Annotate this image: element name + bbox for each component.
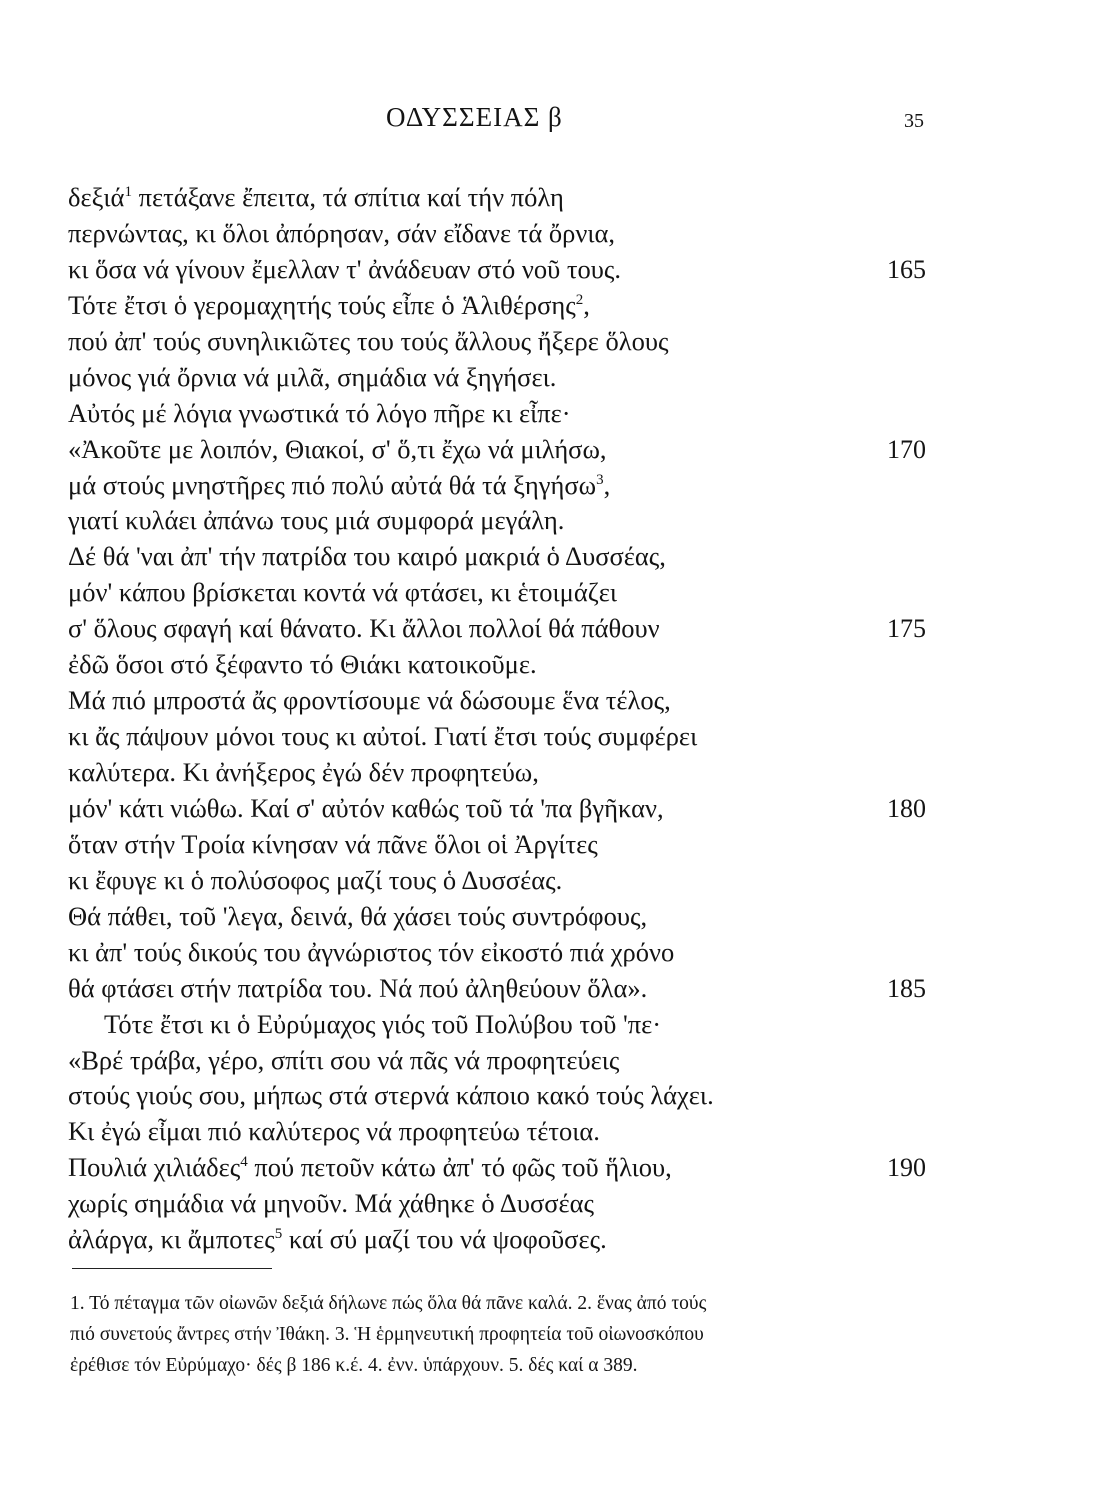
verse-text: δεξιά bbox=[68, 182, 125, 212]
page-number: 35 bbox=[904, 110, 924, 132]
verse-text-continued: πετάξανε ἔπειτα, τά σπίτια καί τήν πόλη bbox=[131, 182, 564, 212]
footnote-line: 1. Τό πέταγμα τῶν οἰωνῶν δεξιά δήλωνε πώς ὅλα θά πᾶνε καλά. 2. ἕνας ἀπό τούς bbox=[70, 1293, 707, 1314]
footnotes bbox=[70, 1288, 930, 1381]
verse-line bbox=[68, 216, 928, 252]
verse-text: σ' ὅλους σφαγή καί θάνατο. Κι ἄλλοι πολλοί θά πάθουν bbox=[68, 613, 660, 644]
verse-text: Τότε ἔτσι κι ὁ Εὐρύμαχος γιός τοῦ Πολύβου τοῦ 'πε· bbox=[104, 1008, 662, 1039]
verse-line bbox=[68, 432, 928, 468]
verse-text: περνώντας, κι ὅλοι ἀπόρησαν, σάν εἴδανε τά ὄρνια, bbox=[68, 217, 616, 248]
footnote-marker: 5 bbox=[274, 1226, 283, 1243]
verse-line bbox=[68, 899, 928, 935]
verse-line bbox=[68, 755, 928, 791]
verse-line bbox=[68, 647, 928, 683]
verse-text: ὅταν στήν Τροία κίνησαν νά πᾶνε ὅλοι οἱ Ἀργίτες bbox=[68, 828, 598, 859]
verse-text: Τότε ἔτσι ὁ γερομαχητής τούς εἶπε ὁ Ἁλιθέρσης bbox=[68, 289, 576, 320]
poem-text bbox=[68, 180, 928, 1258]
verse-text: πού ἀπ' τούς συνηλικιῶτες του τούς ἄλλους ἤξερε ὅλους bbox=[68, 325, 669, 356]
verse-line bbox=[68, 1078, 928, 1114]
verse-line bbox=[68, 324, 928, 360]
verse-text-continued: , bbox=[603, 469, 611, 500]
verse-text: ἀλάργα, κι ἄμποτες bbox=[68, 1224, 275, 1255]
verse-text-continued: , bbox=[583, 289, 590, 320]
verse-line bbox=[68, 575, 928, 611]
verse-line bbox=[68, 468, 928, 504]
line-number: 165 bbox=[887, 254, 926, 284]
verse-line bbox=[68, 180, 928, 216]
verse-text: κι ὅσα νά γίνουν ἔμελλαν τ' ἀνάδευαν στό νοῦ τους. bbox=[68, 253, 622, 284]
verse-line bbox=[68, 1186, 928, 1222]
verse-text: μόν' κάτι νιώθω. Καί σ' αὐτόν καθώς τοῦ τά 'πα βγῆκαν, bbox=[68, 792, 664, 823]
verse-line bbox=[68, 719, 928, 755]
verse-text-continued: πού πετοῦν κάτω ἀπ' τό φῶς τοῦ ἥλιου, bbox=[247, 1152, 672, 1183]
verse-line bbox=[68, 1222, 928, 1258]
footnote-marker: 3 bbox=[596, 471, 604, 488]
footnote-divider bbox=[72, 1268, 272, 1269]
verse-text: γιατί κυλάει ἀπάνω τους μιά συμφορά μεγάλη. bbox=[68, 505, 565, 536]
verse-text: στούς γιούς σου, μήπως στά στερνά κάποιο κακό τούς λάχει. bbox=[68, 1080, 714, 1111]
verse-text: Θά πάθει, τοῦ 'λεγα, δεινά, θά χάσει τούς συντρόφους, bbox=[68, 900, 648, 931]
verse-text: καλύτερα. Κι ἀνήξερος ἐγώ δέν προφητεύω, bbox=[68, 757, 539, 787]
verse-text: ἐδῶ ὅσοι στό ξέφαντο τό Θιάκι κατοικοῦμε. bbox=[68, 649, 537, 680]
verse-line bbox=[68, 1150, 928, 1186]
line-number: 175 bbox=[887, 614, 926, 644]
verse-line bbox=[68, 863, 928, 899]
footnote-marker: 4 bbox=[240, 1154, 248, 1171]
line-number: 190 bbox=[887, 1153, 926, 1183]
footnote-marker: 1 bbox=[124, 184, 132, 200]
verse-line bbox=[68, 539, 928, 575]
footnote-line: πιό συνετούς ἄντρες στήν Ἰθάκη. 3. Ἡ ἑρμηνευτική προφητεία τοῦ οἰωνοσκόπου bbox=[70, 1324, 704, 1345]
verse-line bbox=[68, 611, 928, 647]
page-header bbox=[0, 100, 1120, 140]
verse-text: Πουλιά χιλιάδες bbox=[68, 1152, 241, 1183]
verse-line bbox=[68, 360, 928, 396]
verse-text: μόν' κάπου βρίσκεται κοντά νά φτάσει, κι ἑτοιμάζει bbox=[68, 577, 617, 608]
verse-line bbox=[68, 827, 928, 863]
footnote-marker: 2 bbox=[575, 291, 584, 308]
verse-text: Κι ἐγώ εἶμαι πιό καλύτερος νά προφητεύω τέτοια. bbox=[68, 1116, 600, 1147]
verse-text: Δέ θά 'ναι ἀπ' τήν πατρίδα του καιρό μακριά ὁ Δυσσέας, bbox=[68, 541, 666, 572]
verse-line bbox=[68, 971, 928, 1007]
verse-text: κι ἔφυγε κι ὁ πολύσοφος μαζί τους ὁ Δυσσέας. bbox=[68, 864, 563, 895]
verse-line bbox=[68, 396, 928, 432]
verse-line bbox=[68, 288, 928, 324]
verse-line bbox=[68, 683, 928, 719]
verse-text: θά φτάσει στήν πατρίδα του. Νά πού ἀληθεύουν ὅλα». bbox=[68, 972, 648, 1003]
line-number: 185 bbox=[887, 973, 926, 1003]
verse-line bbox=[68, 1114, 928, 1150]
verse-text-continued: καί σύ μαζί του νά ψοφοῦσες. bbox=[282, 1224, 607, 1255]
verse-line bbox=[68, 791, 928, 827]
verse-line bbox=[68, 1007, 928, 1043]
line-number: 170 bbox=[887, 434, 926, 464]
footnote-line: ἐρέθισε τόν Εὐρύμαχο· δές β 186 κ.έ. 4. ἐνν. ὑπάρχουν. 5. δές καί α 389. bbox=[70, 1355, 638, 1376]
verse-text: «Βρέ τράβα, γέρο, σπίτι σου νά πᾶς νά προφητεύεις bbox=[68, 1044, 620, 1075]
verse-text: Μά πιό μπροστά ἄς φροντίσουμε νά δώσουμε ἕνα τέλος, bbox=[68, 685, 671, 716]
running-head: ΟΔΥΣΣΕΙΑΣ β bbox=[386, 102, 563, 132]
verse-line bbox=[68, 935, 928, 971]
verse-text: χωρίς σημάδια νά μηνοῦν. Μά χάθηκε ὁ Δυσσέας bbox=[68, 1188, 595, 1219]
verse-text: κι ἄς πάψουν μόνοι τους κι αὐτοί. Γιατί ἔτσι τούς συμφέρει bbox=[68, 721, 698, 752]
verse-line bbox=[68, 1043, 928, 1079]
line-number: 180 bbox=[887, 793, 926, 823]
verse-text: Αὐτός μέ λόγια γνωστικά τό λόγο πῆρε κι εἶπε· bbox=[68, 397, 571, 428]
verse-line bbox=[68, 252, 928, 288]
verse-text: μά στούς μνηστῆρες πιό πολύ αὐτά θά τά ξηγήσω bbox=[68, 469, 597, 500]
verse-text: κι ἀπ' τούς δικούς του ἀγνώριστος τόν εἰκοστό πιά χρόνο bbox=[68, 936, 675, 967]
verse-text: μόνος γιά ὄρνια νά μιλᾶ, σημάδια νά ξηγήσει. bbox=[68, 361, 557, 392]
verse-line bbox=[68, 503, 928, 539]
verse-text: «Ἀκοῦτε με λοιπόν, Θιακοί, σ' ὅ,τι ἔχω νά μιλήσω, bbox=[68, 433, 607, 464]
